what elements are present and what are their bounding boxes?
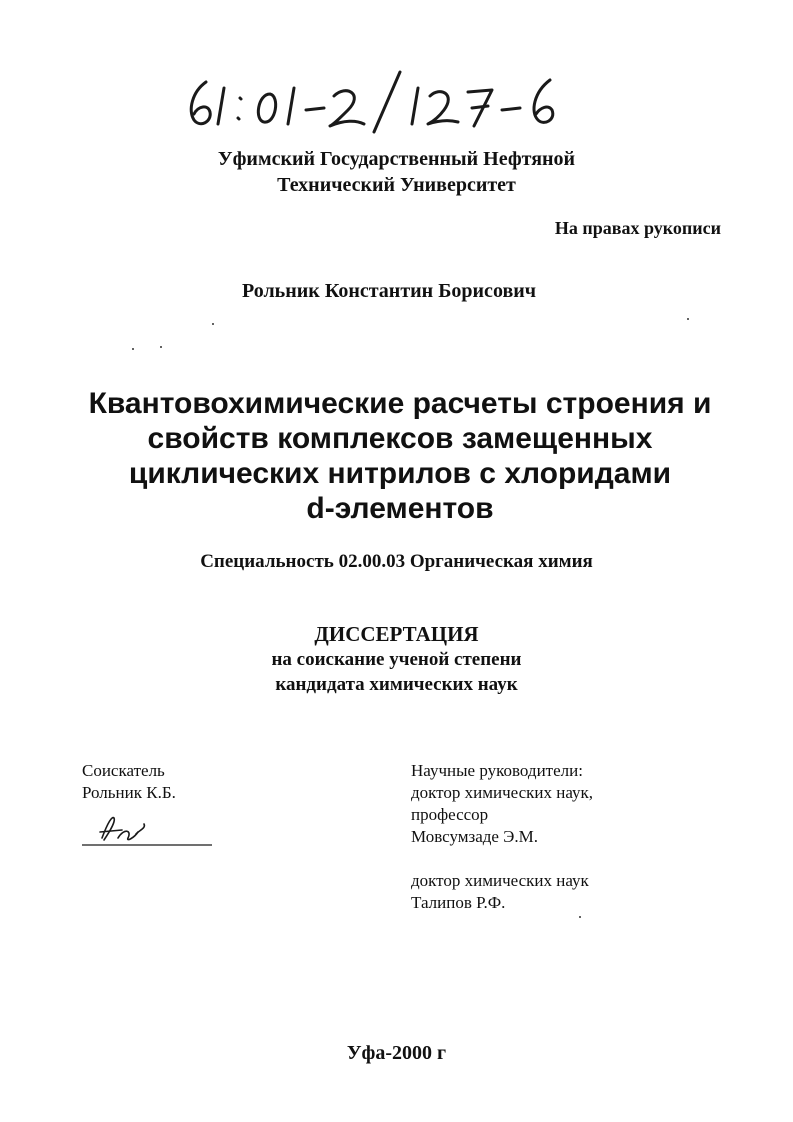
handwritten-archive-number-drawing	[178, 66, 578, 136]
scan-speck	[132, 348, 134, 350]
title-line-3: циклических нитрилов с хлоридами	[128, 457, 672, 490]
signature-drawing	[82, 808, 214, 850]
supervisors-label: Научные руководители:	[411, 761, 583, 780]
supervisors-block	[411, 760, 593, 914]
university-line-1: Уфимский Государственный Нефтяной	[217, 148, 576, 170]
dissertation-title	[60, 386, 740, 526]
title-line-2: свойств комплексов замещенных	[147, 422, 653, 455]
scan-speck	[687, 318, 689, 320]
candidate-signature	[82, 808, 214, 850]
supervisor-1-degree: доктор химических наук,	[411, 783, 594, 802]
university-line-2: Технический Университет	[277, 174, 516, 196]
title-line-1: Квантовохимические расчеты строения и	[88, 387, 712, 420]
supervisors-spacer	[411, 848, 593, 870]
dissertation-line-3: кандидата химических наук	[275, 674, 518, 695]
supervisor-2-name: Талипов Р.Ф.	[411, 893, 506, 912]
scan-speck	[160, 346, 162, 348]
supervisor-1-title: профессор	[411, 805, 489, 824]
supervisor-2-degree: доктор химических наук	[411, 871, 589, 890]
dissertation-block	[0, 622, 793, 697]
rights-note: На правах рукописи	[554, 218, 721, 238]
dissertation-line-2: на соискание ученой степени	[271, 649, 522, 670]
university-name	[0, 146, 793, 198]
specialty: Специальность 02.00.03 Органическая химия	[200, 551, 593, 572]
handwritten-archive-number	[178, 66, 578, 136]
supervisor-1-name: Мовсумзаде Э.М.	[411, 827, 539, 846]
candidate-block	[82, 760, 176, 804]
candidate-name: Рольник К.Б.	[82, 783, 176, 802]
title-line-4: d-элементов	[306, 492, 494, 525]
dissertation-heading: ДИССЕРТАЦИЯ	[314, 622, 479, 646]
author-name: Рольник Константин Борисович	[242, 280, 537, 302]
candidate-label: Соискатель	[82, 761, 165, 780]
city-year: Уфа-2000 г	[346, 1042, 447, 1064]
scan-speck	[212, 323, 214, 325]
scan-speck	[579, 916, 581, 918]
